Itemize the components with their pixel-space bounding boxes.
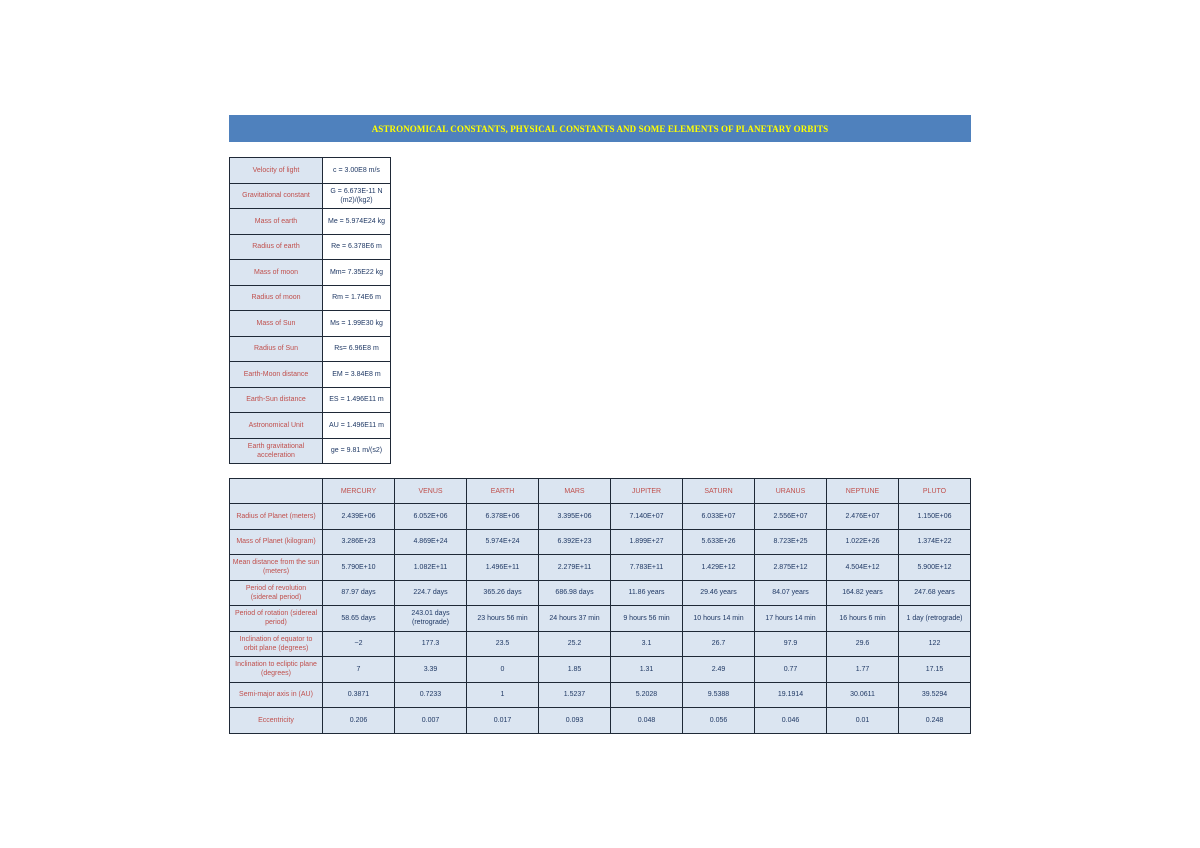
planet-value-cell: 0.056 bbox=[683, 708, 755, 734]
constant-value: Rs= 6.96E8 m bbox=[323, 336, 391, 362]
planet-value-cell: 0 bbox=[467, 657, 539, 683]
planet-value-cell: 122 bbox=[899, 631, 971, 657]
planet-value-cell: 39.5294 bbox=[899, 682, 971, 708]
header-corner-cell bbox=[230, 479, 323, 504]
planet-value-cell: 243.01 days (retrograde) bbox=[395, 606, 467, 632]
planet-row bbox=[230, 555, 971, 581]
planet-value-cell: 686.98 days bbox=[539, 580, 611, 606]
planet-value-cell: 4.504E+12 bbox=[827, 555, 899, 581]
planet-header: VENUS bbox=[395, 479, 467, 504]
constant-row bbox=[230, 336, 391, 362]
planet-value-cell: 10 hours 14 min bbox=[683, 606, 755, 632]
planet-value-cell: 0.007 bbox=[395, 708, 467, 734]
planet-value-cell: 7.140E+07 bbox=[611, 504, 683, 530]
planet-header: EARTH bbox=[467, 479, 539, 504]
constant-value: Me = 5.974E24 kg bbox=[323, 209, 391, 235]
planet-value-cell: 84.07 years bbox=[755, 580, 827, 606]
planet-header: NEPTUNE bbox=[827, 479, 899, 504]
constant-value: Mm= 7.35E22 kg bbox=[323, 260, 391, 286]
planet-value-cell: 3.286E+23 bbox=[323, 529, 395, 555]
planet-row-label: Semi-major axis in (AU) bbox=[230, 682, 323, 708]
planet-value-cell: 3.1 bbox=[611, 631, 683, 657]
planet-value-cell: 177.3 bbox=[395, 631, 467, 657]
planet-value-cell: 4.869E+24 bbox=[395, 529, 467, 555]
planet-value-cell: 5.790E+10 bbox=[323, 555, 395, 581]
planet-value-cell: 365.26 days bbox=[467, 580, 539, 606]
constant-label: Astronomical Unit bbox=[230, 413, 323, 439]
planet-value-cell: 164.82 years bbox=[827, 580, 899, 606]
constant-value: c = 3.00E8 m/s bbox=[323, 158, 391, 184]
constant-label: Velocity of light bbox=[230, 158, 323, 184]
constant-row bbox=[230, 158, 391, 184]
planet-row bbox=[230, 504, 971, 530]
planet-value-cell: 0.017 bbox=[467, 708, 539, 734]
planet-value-cell: 23.5 bbox=[467, 631, 539, 657]
constant-label: Earth-Moon distance bbox=[230, 362, 323, 388]
planet-value-cell: 97.9 bbox=[755, 631, 827, 657]
constant-label: Radius of moon bbox=[230, 285, 323, 311]
constant-row bbox=[230, 285, 391, 311]
planet-row bbox=[230, 529, 971, 555]
planet-row-label: Radius of Planet (meters) bbox=[230, 504, 323, 530]
constant-row bbox=[230, 362, 391, 388]
planet-value-cell: 247.68 years bbox=[899, 580, 971, 606]
planet-row-label: Mass of Planet (kilogram) bbox=[230, 529, 323, 555]
planet-row bbox=[230, 682, 971, 708]
constant-row bbox=[230, 413, 391, 439]
planet-value-cell: 0.046 bbox=[755, 708, 827, 734]
planet-value-cell: 0.248 bbox=[899, 708, 971, 734]
planets-table bbox=[229, 478, 971, 734]
constant-value: ES = 1.496E11 m bbox=[323, 387, 391, 413]
planet-header: SATURN bbox=[683, 479, 755, 504]
planet-value-cell: 0.206 bbox=[323, 708, 395, 734]
planet-row-label: Inclination of equator to orbit plane (degrees) bbox=[230, 631, 323, 657]
planet-header: PLUTO bbox=[899, 479, 971, 504]
planet-value-cell: 24 hours 37 min bbox=[539, 606, 611, 632]
planet-value-cell: 5.900E+12 bbox=[899, 555, 971, 581]
planet-value-cell: 224.7 days bbox=[395, 580, 467, 606]
planet-value-cell: 1.85 bbox=[539, 657, 611, 683]
planet-value-cell: 2.439E+06 bbox=[323, 504, 395, 530]
planet-value-cell: 11.86 years bbox=[611, 580, 683, 606]
planet-value-cell: 0.77 bbox=[755, 657, 827, 683]
planet-value-cell: 1.496E+11 bbox=[467, 555, 539, 581]
constant-row bbox=[230, 387, 391, 413]
planet-value-cell: 26.7 bbox=[683, 631, 755, 657]
planet-value-cell: 2.875E+12 bbox=[755, 555, 827, 581]
planet-value-cell: 1 bbox=[467, 682, 539, 708]
planet-value-cell: 1.429E+12 bbox=[683, 555, 755, 581]
planet-value-cell: 1.082E+11 bbox=[395, 555, 467, 581]
planet-value-cell: 0.3871 bbox=[323, 682, 395, 708]
planet-value-cell: 2.279E+11 bbox=[539, 555, 611, 581]
planet-value-cell: 9 hours 56 min bbox=[611, 606, 683, 632]
planet-value-cell: 5.633E+26 bbox=[683, 529, 755, 555]
planet-value-cell: 25.2 bbox=[539, 631, 611, 657]
planet-header: MARS bbox=[539, 479, 611, 504]
constant-label: Mass of earth bbox=[230, 209, 323, 235]
planet-header: URANUS bbox=[755, 479, 827, 504]
planet-value-cell: ~2 bbox=[323, 631, 395, 657]
planet-row-label: Inclination to ecliptic plane (degrees) bbox=[230, 657, 323, 683]
planet-row-label: Period of revolution (sidereal period) bbox=[230, 580, 323, 606]
planet-row bbox=[230, 580, 971, 606]
planet-value-cell: 1 day (retrograde) bbox=[899, 606, 971, 632]
planet-value-cell: 30.0611 bbox=[827, 682, 899, 708]
planet-value-cell: 9.5388 bbox=[683, 682, 755, 708]
planet-value-cell: 6.378E+06 bbox=[467, 504, 539, 530]
planet-value-cell: 3.39 bbox=[395, 657, 467, 683]
constant-label: Gravitational constant bbox=[230, 183, 323, 209]
planet-value-cell: 16 hours 6 min bbox=[827, 606, 899, 632]
planet-value-cell: 87.97 days bbox=[323, 580, 395, 606]
planet-value-cell: 5.974E+24 bbox=[467, 529, 539, 555]
constant-label: Earth gravitational acceleration bbox=[230, 438, 323, 464]
planet-value-cell: 0.7233 bbox=[395, 682, 467, 708]
planet-value-cell: 1.5237 bbox=[539, 682, 611, 708]
planet-value-cell: 23 hours 56 min bbox=[467, 606, 539, 632]
planet-header: JUPITER bbox=[611, 479, 683, 504]
planet-value-cell: 1.150E+06 bbox=[899, 504, 971, 530]
constant-row bbox=[230, 234, 391, 260]
constant-value: G = 6.673E-11 N (m2)/(kg2) bbox=[323, 183, 391, 209]
planet-header: MERCURY bbox=[323, 479, 395, 504]
planet-row-label: Eccentricity bbox=[230, 708, 323, 734]
planet-value-cell: 5.2028 bbox=[611, 682, 683, 708]
planet-value-cell: 3.395E+06 bbox=[539, 504, 611, 530]
planet-row bbox=[230, 708, 971, 734]
constant-label: Radius of Sun bbox=[230, 336, 323, 362]
constant-label: Mass of Sun bbox=[230, 311, 323, 337]
planet-value-cell: 2.476E+07 bbox=[827, 504, 899, 530]
constant-value: Rm = 1.74E6 m bbox=[323, 285, 391, 311]
constant-row bbox=[230, 209, 391, 235]
page-title: ASTRONOMICAL CONSTANTS, PHYSICAL CONSTANTS AND SOME ELEMENTS OF PLANETARY ORBITS bbox=[371, 123, 829, 134]
planet-value-cell: 6.392E+23 bbox=[539, 529, 611, 555]
planet-value-cell: 0.048 bbox=[611, 708, 683, 734]
planet-value-cell: 1.77 bbox=[827, 657, 899, 683]
planet-row-label: Mean distance from the sun (meters) bbox=[230, 555, 323, 581]
planet-row bbox=[230, 657, 971, 683]
planet-value-cell: 0.093 bbox=[539, 708, 611, 734]
constant-value: Re = 6.378E6 m bbox=[323, 234, 391, 260]
constant-label: Mass of moon bbox=[230, 260, 323, 286]
constant-value: ge = 9.81 m/(s2) bbox=[323, 438, 391, 464]
title-banner bbox=[229, 115, 971, 142]
planet-value-cell: 0.01 bbox=[827, 708, 899, 734]
planet-value-cell: 1.31 bbox=[611, 657, 683, 683]
planet-value-cell: 2.49 bbox=[683, 657, 755, 683]
constant-value: Ms = 1.99E30 kg bbox=[323, 311, 391, 337]
planet-value-cell: 29.6 bbox=[827, 631, 899, 657]
planet-value-cell: 1.899E+27 bbox=[611, 529, 683, 555]
planet-value-cell: 7 bbox=[323, 657, 395, 683]
planet-value-cell: 19.1914 bbox=[755, 682, 827, 708]
planet-value-cell: 29.46 years bbox=[683, 580, 755, 606]
planets-header-row bbox=[230, 479, 971, 504]
constant-row bbox=[230, 183, 391, 209]
planet-value-cell: 6.033E+07 bbox=[683, 504, 755, 530]
planet-row-label: Period of rotation (sidereal period) bbox=[230, 606, 323, 632]
planet-value-cell: 58.65 days bbox=[323, 606, 395, 632]
constants-table bbox=[229, 157, 391, 464]
planet-row bbox=[230, 606, 971, 632]
planet-value-cell: 6.052E+06 bbox=[395, 504, 467, 530]
constant-row bbox=[230, 438, 391, 464]
constant-row bbox=[230, 260, 391, 286]
planet-value-cell: 1.374E+22 bbox=[899, 529, 971, 555]
planet-value-cell: 17 hours 14 min bbox=[755, 606, 827, 632]
planet-value-cell: 8.723E+25 bbox=[755, 529, 827, 555]
constant-value: AU = 1.496E11 m bbox=[323, 413, 391, 439]
planet-value-cell: 17.15 bbox=[899, 657, 971, 683]
planet-value-cell: 1.022E+26 bbox=[827, 529, 899, 555]
planet-row bbox=[230, 631, 971, 657]
constant-label: Radius of earth bbox=[230, 234, 323, 260]
planet-value-cell: 2.556E+07 bbox=[755, 504, 827, 530]
constant-label: Earth-Sun distance bbox=[230, 387, 323, 413]
constant-row bbox=[230, 311, 391, 337]
planet-value-cell: 7.783E+11 bbox=[611, 555, 683, 581]
constant-value: EM = 3.84E8 m bbox=[323, 362, 391, 388]
